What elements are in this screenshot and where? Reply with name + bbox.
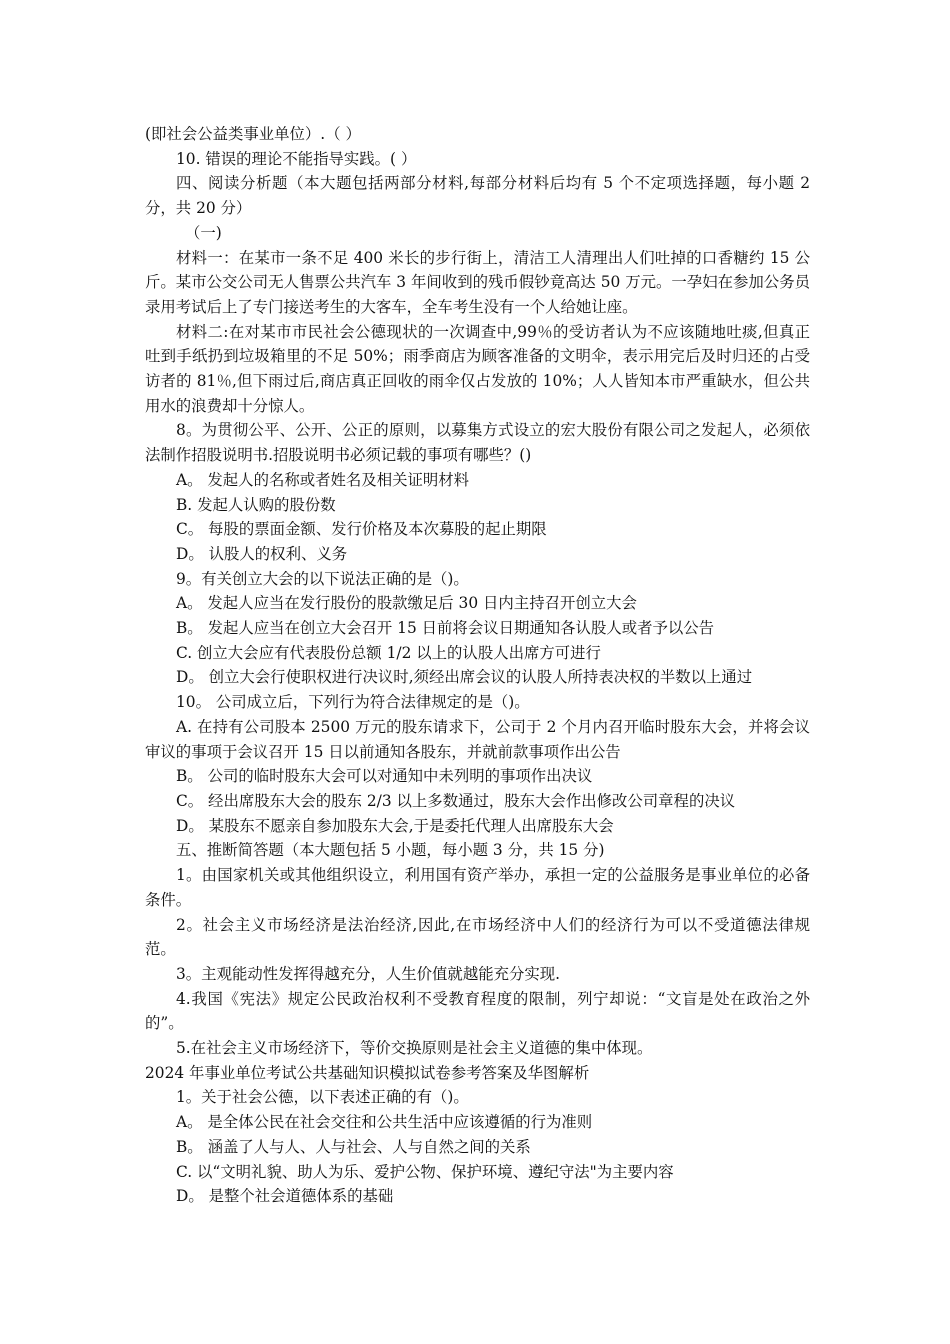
option-10b: B。 公司的临时股东大会可以对通知中未列明的事项作出决议: [176, 767, 593, 786]
answer-option-d: D。 是整个社会道德体系的基础: [176, 1187, 394, 1206]
option-9c: C. 创立大会应有代表股份总额 1/2 以上的认股人出席方可进行: [176, 643, 601, 662]
answer-question-1: 1。关于社会公德，以下表述正确的有（)。: [176, 1088, 469, 1107]
option-10c: C。 经出席股东大会的股东 2/3 以上多数通过，股东大会作出修改公司章程的决议: [176, 791, 736, 810]
question-8: 8。为贯彻公平、公开、公正的原则，以募集方式设立的宏大股份有限公司之发起人，必须依法制作招股说明书.招股说明书必须记载的事项有哪些？(): [145, 421, 810, 465]
option-8d: D。 认股人的权利、义务: [176, 544, 348, 563]
text-line-0: (即社会公益类事业单位）.（ ）: [145, 125, 361, 143]
question-9: 9。有关创立大会的以下说法正确的是（)。: [176, 569, 469, 588]
answer-option-c: C. 以“文明礼貌、助人为乐、爱护公物、保护环境、遵纪守法"为主要内容: [176, 1162, 674, 1181]
option-8b: B. 发起人认购的股份数: [176, 495, 336, 514]
option-9d: D。 创立大会行使职权进行决议时,须经出席会议的认股人所持表决权的半数以上通过: [176, 668, 753, 687]
answers-heading: 2024 年事业单位考试公共基础知识模拟试卷参考答案及华图解析: [145, 1063, 590, 1082]
judgment-2: 2。社会主义市场经济是法治经济,因此,在市场经济中人们的经济行为可以不受道德法律规范。: [145, 915, 810, 959]
material-1: 材料一：在某市一条不足 400 米长的步行街上，清洁工人清理出人们吐掉的口香糖约 15 公斤。某市公交公司无人售票公共汽车 3 年间收到的残币假钞竟高达 50 万元。一孕妇在参加公务员录用考试后上了专门接送考生的大客车，全车考生没有一个人给她让座。: [145, 248, 810, 316]
material-2: 材料二:在对某市市民社会公德现状的一次调查中,99％的受访者认为不应该随地吐痰,但真正吐到手纸扔到垃圾箱里的不足 50%；雨季商店为顾客准备的文明伞，表示用完后及时归还的占受访者的 81％,但下雨过后,商店真正回收的雨伞仅占发放的 10%；人人皆知本市严重缺水，但公共用水的浪费却十分惊人。: [145, 322, 810, 415]
option-10d: D。 某股东不愿亲自参加股东大会,于是委托代理人出席股东大会: [176, 816, 614, 835]
judgment-4: 4.我国《宪法》规定公民政治权利不受教育程度的限制，列宁却说：“文盲是处在政治之外的”。: [145, 989, 810, 1033]
document-page: [145, 122, 810, 1209]
question-10: 10. 错误的理论不能指导实践。( ）: [176, 149, 417, 168]
option-10a: A. 在持有公司股本 2500 万元的股东请求下，公司于 2 个月内召开临时股东大会，并将会议审议的事项于会议召开 15 日以前通知各股东，并就前款事项作出公告: [145, 717, 810, 761]
option-9a: A。 发起人应当在发行股份的股款缴足后 30 日内主持召开创立大会: [176, 594, 637, 613]
judgment-5: 5.在社会主义市场经济下，等价交换原则是社会主义道德的集中体现。: [176, 1039, 653, 1058]
option-9b: B。 发起人应当在创立大会召开 15 日前将会议日期通知各认股人或者予以公告: [176, 619, 715, 638]
answer-option-b: B。 涵盖了人与人、人与社会、人与自然之间的关系: [176, 1137, 531, 1156]
judgment-3: 3。主观能动性发挥得越充分，人生价值就越能充分实现.: [176, 964, 561, 983]
option-8a: A。 发起人的名称或者姓名及相关证明材料: [176, 470, 470, 489]
judgment-1: 1。由国家机关或其他组织设立，利用国有资产举办，承担一定的公益服务是事业单位的必备条件。: [145, 866, 810, 909]
question-10b: 10。 公司成立后，下列行为符合法律规定的是（)。: [176, 693, 530, 712]
section-5-heading: 五、推断简答题（本大题包括 5 小题，每小题 3 分，共 15 分): [176, 841, 605, 860]
answer-option-a: A。 是全体公民在社会交往和公共生活中应该遵循的行为准则: [176, 1113, 593, 1132]
part-1-label: （一): [185, 223, 222, 242]
option-8c: C。 每股的票面金额、发行价格及本次募股的起止期限: [176, 520, 547, 539]
section-4-heading: 四、阅读分析题（本大题包括两部分材料,每部分材料后均有 5 个不定项选择题，每小题 2 分，共 20 分）: [145, 174, 810, 218]
